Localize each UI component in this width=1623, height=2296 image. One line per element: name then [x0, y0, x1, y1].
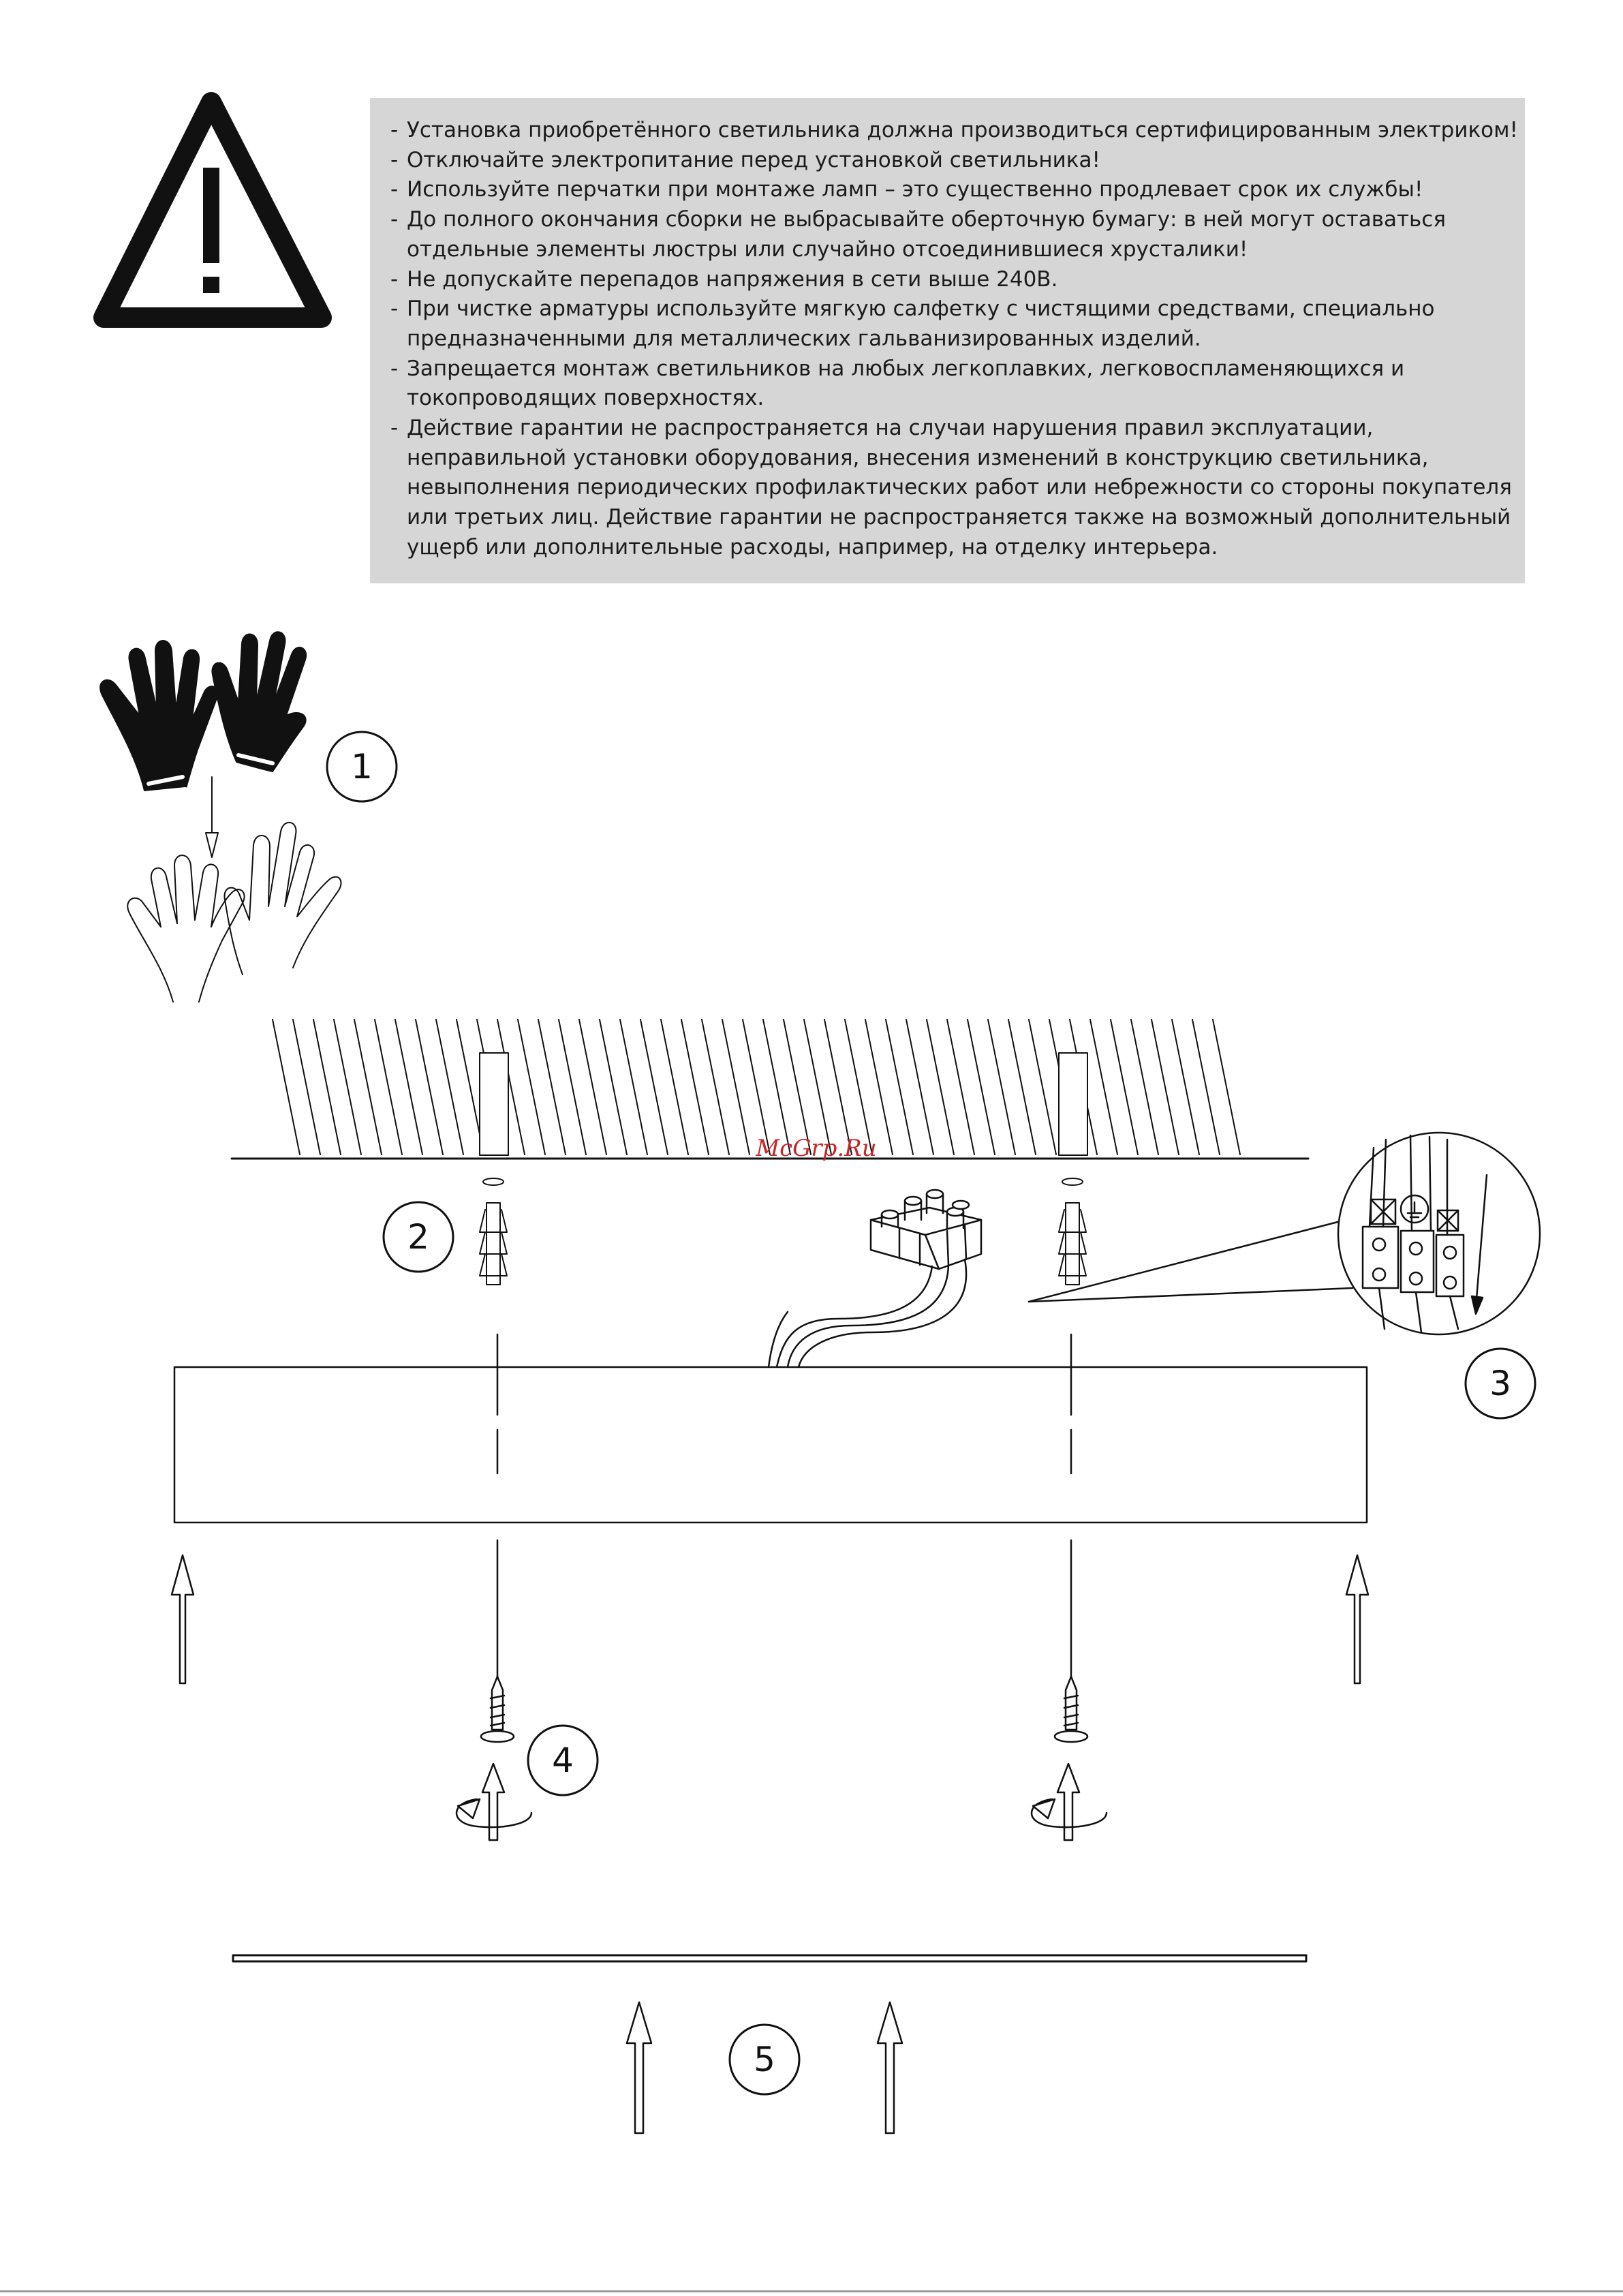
step-1-marker	[327, 732, 397, 801]
warning-line: ущерб или дополнительные расходы, например, на отделку интерьера.	[407, 534, 1218, 560]
step-5-label: 5	[754, 2040, 775, 2079]
warning-line: - Отключайте электропитание перед установкой светильника!	[407, 147, 1100, 172]
warning-line: неправильной установки оборудования, внесения изменений в конструкцию светильника,	[407, 445, 1429, 470]
step-4-label: 4	[552, 1741, 574, 1780]
step-5-marker	[730, 2025, 799, 2094]
step-3-marker	[1466, 1349, 1535, 1418]
lift-arrows	[172, 1555, 1368, 1683]
screw-left-icon	[481, 1677, 514, 1742]
step-3-label: 3	[1489, 1364, 1511, 1403]
luminaire-body	[174, 1367, 1367, 1522]
step-1-label: 1	[351, 747, 373, 786]
warning-line: - Запрещается монтаж светильников на любых легкоплавких, легковоспламеняющихся и	[407, 356, 1405, 381]
step-2-marker	[384, 1202, 453, 1272]
warning-line: - Не допускайте перепадов напряжения в сети выше 240В.	[407, 266, 1058, 292]
wall-plug-left	[480, 1178, 507, 1285]
warning-triangle-icon	[104, 102, 322, 318]
screw-right-icon	[1055, 1677, 1087, 1742]
rotate-arrow-right-icon	[1032, 1764, 1107, 1840]
watermark: McGrp.Ru	[756, 1135, 877, 1162]
wall-plug-right	[1059, 1178, 1086, 1285]
cover-plate	[233, 1955, 1306, 1961]
wiring-detail-callout	[1029, 1133, 1540, 1334]
step-2-label: 2	[407, 1217, 429, 1257]
down-arrow-icon	[206, 777, 218, 857]
terminal-block-icon	[769, 1190, 981, 1367]
warning-line: невыполнения периодических профилактических работ или небрежности со стороны покупателя	[407, 475, 1512, 500]
step-4-marker	[528, 1726, 598, 1795]
gloves-icon	[100, 632, 306, 793]
warning-line: предназначенными для металлических гальванизированных изделий.	[407, 326, 1201, 351]
warning-line: - При чистке арматуры используйте мягкую салфетку с чистящими средствами, специально	[407, 296, 1435, 322]
bare-hands-icon	[127, 823, 341, 1002]
warning-line: или третьих лиц. Действие гарантии не распространяется также на возможный дополнительный	[407, 505, 1511, 530]
warning-line: отдельные элементы люстры или случайно отсоединившиеся хрусталики!	[407, 236, 1248, 262]
warning-line: токопроводящих поверхностях.	[407, 386, 764, 411]
warning-line: - Используйте перчатки при монтаже ламп – это существенно продлевает срок их службы!	[407, 177, 1423, 202]
warning-line: - Установка приобретённого светильника должна производиться сертифицированным электриком!	[407, 118, 1518, 142]
warning-line: - Действие гарантии не распространяется на случаи нарушения правил эксплуатации,	[407, 416, 1374, 441]
rotate-arrow-left-icon	[457, 1764, 531, 1840]
warning-line: - До полного окончания сборки не выбрасывайте оберточную бумагу: в ней могут оставаться	[407, 207, 1446, 232]
